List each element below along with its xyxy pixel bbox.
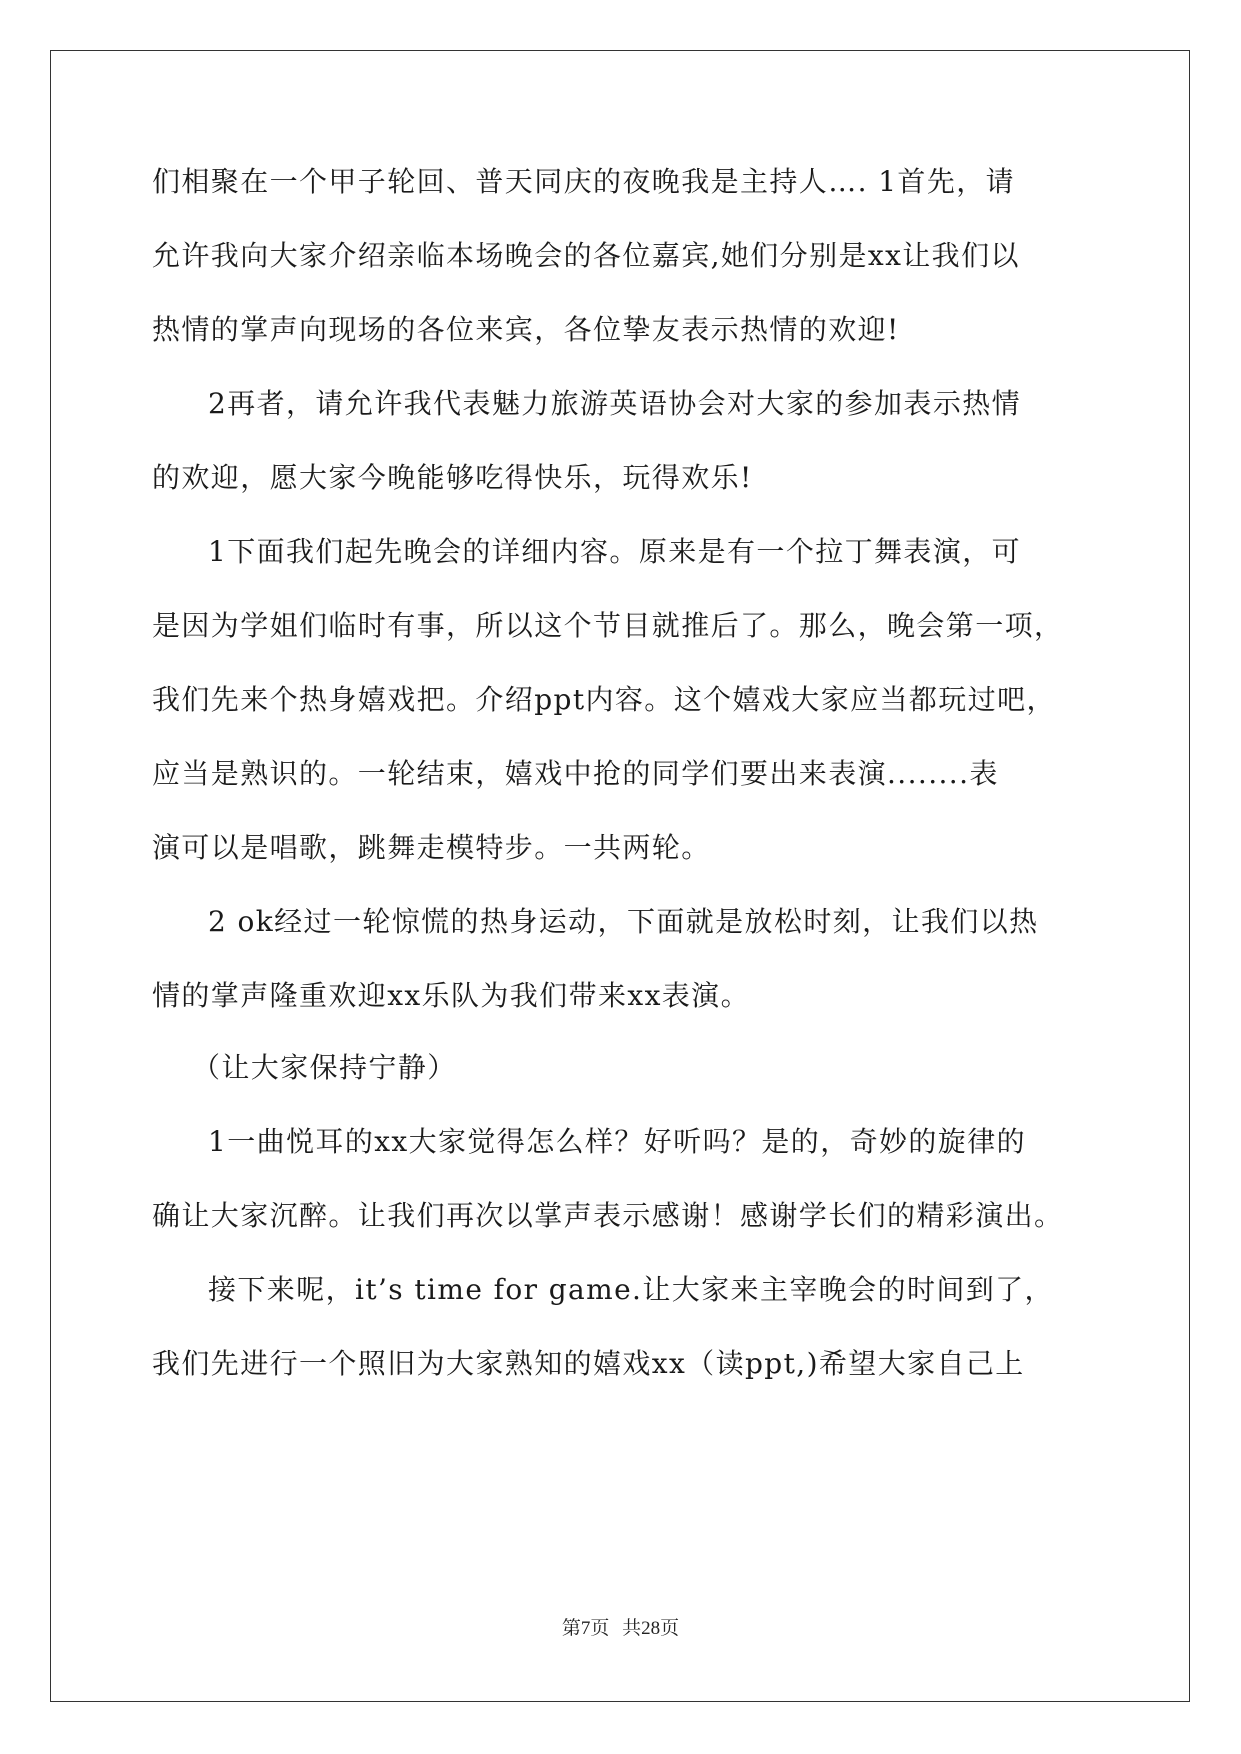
page-number: 第7页 <box>561 1618 610 1639</box>
text-line: 热情的掌声向现场的各位来宾，各位挚友表示热情的欢迎! <box>152 313 900 346</box>
paragraph-start-line: 1一曲悦耳的xx大家觉得怎么样？好听吗？是的，奇妙的旋律的 <box>208 1125 1026 1158</box>
paragraph-start-line: 2再者，请允许我代表魅力旅游英语协会对大家的参加表示热情 <box>208 387 1022 420</box>
page-total: 共28页 <box>622 1618 680 1639</box>
text-line: 演可以是唱歌，跳舞走模特步。一共两轮。 <box>152 831 711 864</box>
text-line: 确让大家沉醉。让我们再次以掌声表示感谢！感谢学长们的精彩演出。 <box>152 1199 1064 1232</box>
paragraph-start-line: 2 ok经过一轮惊慌的热身运动，下面就是放松时刻，让我们以热 <box>208 905 1039 938</box>
text-line: 们相聚在一个甲子轮回、普天同庆的夜晚我是主持人…. 1首先，请 <box>152 165 1016 198</box>
text-line: 允许我向大家介绍亲临本场晚会的各位嘉宾,她们分别是xx让我们以 <box>152 239 1020 272</box>
text-line: 我们先来个热身嬉戏把。介绍ppt内容。这个嬉戏大家应当都玩过吧， <box>152 683 1056 716</box>
text-line: 情的掌声隆重欢迎xx乐队为我们带来xx表演。 <box>152 979 750 1012</box>
paragraph-start-line: 1下面我们起先晚会的详细内容。原来是有一个拉丁舞表演，可 <box>208 535 1022 568</box>
stage-direction-line: （让大家保持宁静） <box>192 1051 457 1084</box>
page-footer <box>0 1613 1241 1640</box>
text-line: 的欢迎，愿大家今晚能够吃得快乐，玩得欢乐! <box>152 461 753 494</box>
text-line: 应当是熟识的。一轮结束，嬉戏中抢的同学们要出来表演........表 <box>152 757 999 790</box>
paragraph-start-line: 接下来呢，it’s time for game.让大家来主宰晚会的时间到了， <box>208 1273 1054 1306</box>
page-border <box>50 50 1190 1702</box>
text-line: 是因为学姐们临时有事，所以这个节目就推后了。那么，晚会第一项， <box>152 609 1064 642</box>
text-line: 我们先进行一个照旧为大家熟知的嬉戏xx（读ppt,)希望大家自己上 <box>152 1347 1025 1380</box>
